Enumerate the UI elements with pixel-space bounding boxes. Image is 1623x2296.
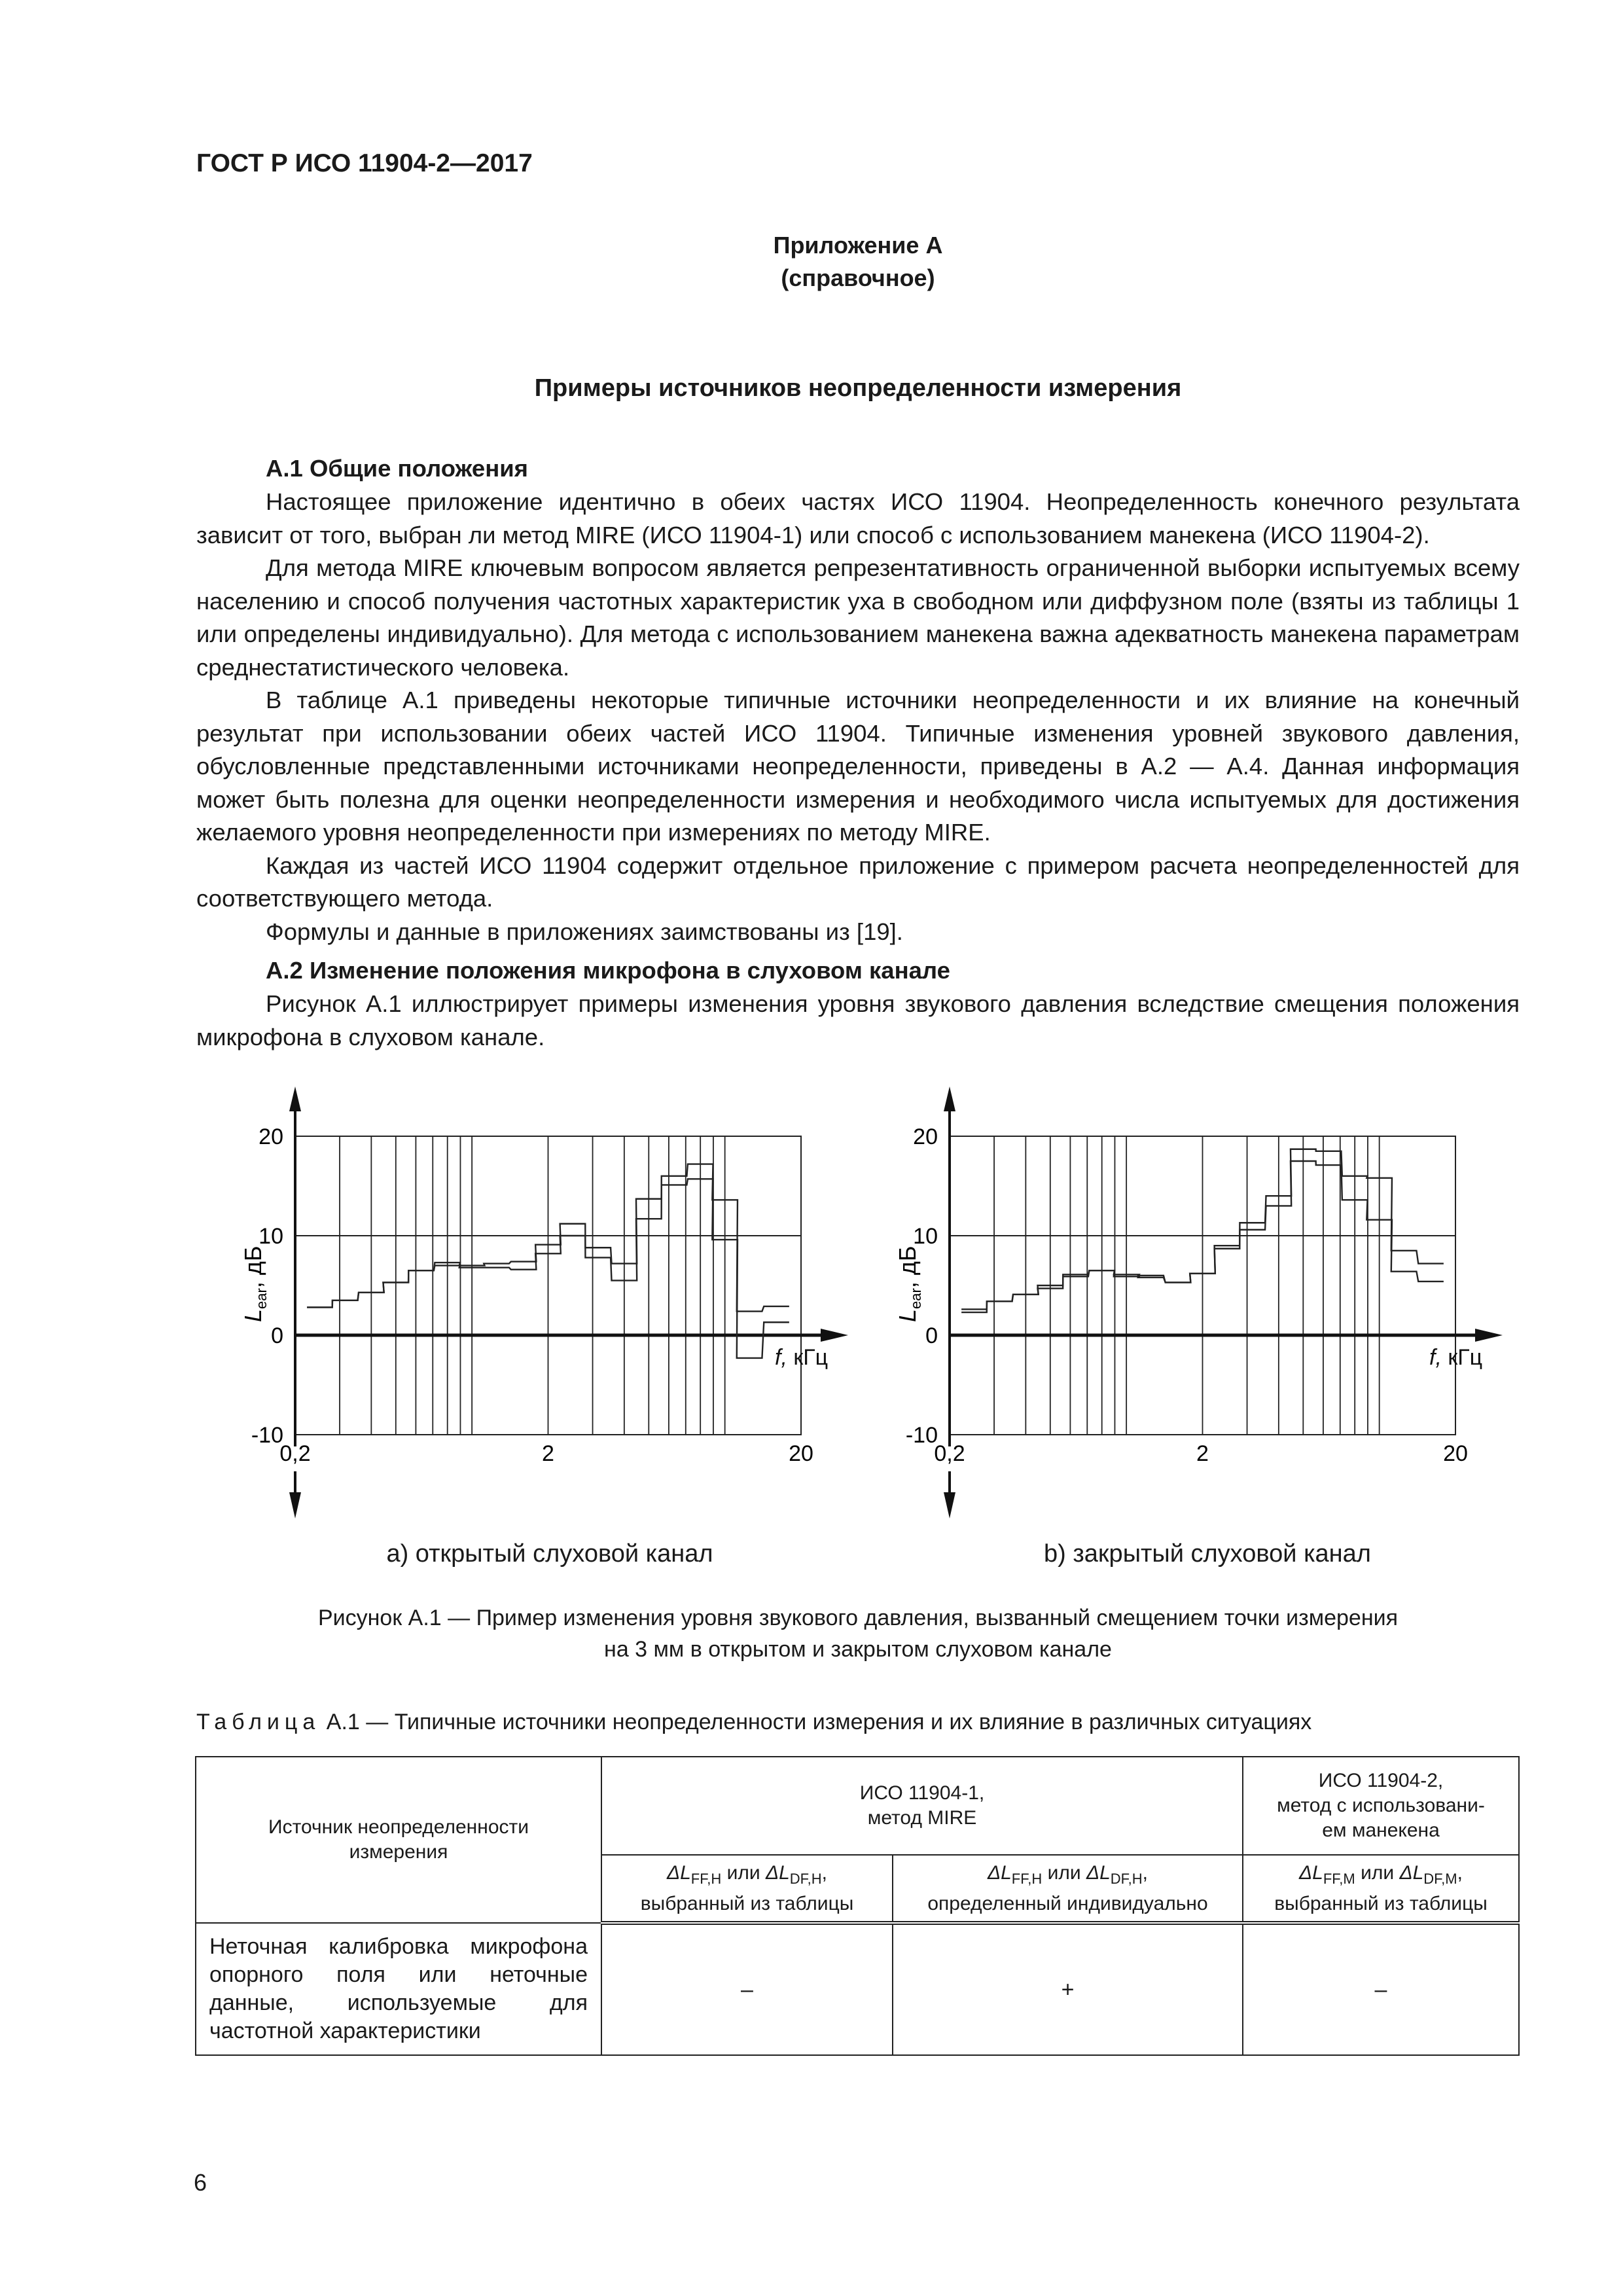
row-source: Неточная калибровка микрофона опорного поля или неточные данные, используемые для частотной характеристики	[196, 1923, 601, 2055]
chart-open-canal	[196, 1073, 851, 1545]
x-axis-arrow-icon	[821, 1329, 848, 1342]
y-axis-label: $L_{ear}$, дБ	[240, 1246, 270, 1322]
y-axis-down-arrow-icon	[944, 1492, 955, 1518]
header-iso2	[1243, 1757, 1519, 1855]
chart-a-caption: a) открытый слуховой канал	[386, 1540, 713, 1568]
chart-closed-canal	[851, 1073, 1505, 1545]
or: или	[1042, 1861, 1086, 1884]
document-header: ГОСТ Р ИСО 11904-2—2017	[196, 149, 533, 177]
table-title	[196, 1710, 1311, 1735]
figure-caption-line: на 3 мм в открытом и закрытом слуховом канале	[604, 1637, 1112, 1662]
paragraph: Настоящее приложение идентично в обеих частях ИСО 11904. Неопределенность конечного результата зависит от того, выбран ли метод MIRE (ИСО 11904-1) или способ с использованием манекена (ИСО 11904-2).	[196, 488, 1520, 548]
delta-l: ΔL	[987, 1861, 1012, 1884]
y-tick-label: 10	[913, 1224, 938, 1249]
y-tick-label: 0	[925, 1323, 938, 1348]
row-value: +	[893, 1923, 1243, 2055]
comma: ,	[1142, 1861, 1148, 1884]
subheader-text: выбранный из таблицы	[640, 1892, 854, 1914]
y-tick-label: 10	[259, 1224, 283, 1249]
row-value: –	[601, 1923, 893, 2055]
delta-l: ΔL	[765, 1861, 790, 1884]
table-title-prefix: Таблица	[196, 1710, 321, 1734]
header-iso1	[601, 1757, 1243, 1855]
x-tick-label: 20	[789, 1441, 813, 1466]
y-tick-label: -10	[905, 1423, 938, 1448]
figure-caption-line: Рисунок А.1 — Пример изменения уровня звукового давления, вызванный смещением точки измерения	[317, 1605, 1399, 1630]
or: или	[721, 1861, 766, 1884]
section-heading: А.1 Общие положения	[266, 455, 528, 482]
section-a1	[196, 452, 1520, 1054]
subscript: FF,H	[1011, 1870, 1043, 1887]
uncertainty-table	[195, 1756, 1520, 2056]
subscript: DF,M	[1423, 1870, 1457, 1887]
header-text: ем манекена	[1322, 1820, 1440, 1841]
delta-l: ΔL	[1086, 1861, 1111, 1884]
annex-label: Приложение А	[773, 232, 943, 259]
subheader-1	[601, 1855, 893, 1923]
annex-title: Примеры источников неопределенности измерения	[534, 374, 1182, 402]
subheader-text: выбранный из таблицы	[1274, 1892, 1488, 1914]
y-axis-up-arrow-icon	[289, 1086, 301, 1111]
figure-caption	[196, 1602, 1520, 1665]
subscript: FF,M	[1323, 1870, 1355, 1887]
subscript: DF,H	[1110, 1870, 1143, 1887]
chart-b-caption: b) закрытый слуховой канал	[1044, 1540, 1371, 1568]
annex-type: (справочное)	[781, 264, 935, 291]
subscript: DF,H	[789, 1870, 822, 1887]
y-tick-label: 20	[259, 1124, 283, 1149]
y-axis-down-arrow-icon	[289, 1492, 301, 1518]
table-row	[196, 1923, 1519, 2055]
header-text: метод с использовани-	[1277, 1795, 1485, 1816]
section-heading: А.2 Изменение положения микрофона в слуховом канале	[266, 957, 950, 984]
annex-heading	[196, 229, 1520, 295]
subscript: FF,H	[690, 1870, 722, 1887]
x-tick-label: 2	[542, 1441, 554, 1466]
delta-l: ΔL	[1299, 1861, 1323, 1884]
header-source-text: Источник неопределенности измерения	[268, 1816, 529, 1863]
subheader-2	[893, 1855, 1243, 1923]
table-title-text: А.1 — Типичные источники неопределенности измерения и их влияние в различных ситуациях	[326, 1710, 1312, 1734]
delta-l: ΔL	[1399, 1861, 1424, 1884]
chart-a-x-axis-label: f, кГц	[775, 1345, 829, 1370]
paragraph: Рисунок А.1 иллюстрирует примеры изменения уровня звукового давления вследствие смещения положения микрофона в слуховом канале.	[196, 990, 1520, 1050]
x-tick-label: 20	[1443, 1441, 1468, 1466]
page-number: 6	[194, 2169, 207, 2196]
x-tick-label: 0,2	[934, 1441, 965, 1466]
header-source	[196, 1757, 601, 1923]
chart-b-x-axis-label: f, кГц	[1429, 1345, 1483, 1370]
paragraph: Формулы и данные в приложениях заимствованы из [19].	[266, 918, 903, 945]
y-tick-label: 20	[913, 1124, 938, 1149]
subheader-text: определенный индивидуально	[927, 1892, 1208, 1914]
comma: ,	[821, 1861, 827, 1884]
x-tick-label: 2	[1196, 1441, 1209, 1466]
x-axis-arrow-icon	[1475, 1329, 1503, 1342]
or: или	[1355, 1861, 1400, 1884]
row-value: –	[1243, 1923, 1519, 2055]
paragraph: В таблице А.1 приведены некоторые типичные источники неопределенности и их влияние на конечный результат при использовании обеих частей ИСО 11904. Типичные изменения уровней звукового давления, обусловленные представленными источниками неопределенности, приведены в А.2 — А.4. Данная информация может быть полезна для оценки неопределенности измерения и необходимого числа испытуемых для достижения желаемого уровня неопределенности при измерениях по методу MIRE.	[196, 687, 1520, 846]
comma: ,	[1457, 1861, 1463, 1884]
y-tick-label: 0	[271, 1323, 283, 1348]
paragraph: Каждая из частей ИСО 11904 содержит отдельное приложение с примером расчета неопределенностей для соответствующего метода.	[196, 852, 1520, 912]
y-tick-label: -10	[251, 1423, 283, 1448]
subheader-3	[1243, 1855, 1519, 1923]
y-axis-up-arrow-icon	[944, 1086, 955, 1111]
header-text: ИСО 11904-1,	[859, 1782, 985, 1804]
header-text: ИСО 11904-2,	[1318, 1770, 1444, 1791]
delta-l: ΔL	[666, 1861, 691, 1884]
header-text: метод MIRE	[867, 1807, 977, 1829]
x-tick-label: 0,2	[279, 1441, 311, 1466]
paragraph: Для метода MIRE ключевым вопросом является репрезентативность ограниченной выборки испытуемых всему населению и способ получения частотных характеристик уха в свободном или диффузном поле (взяты из таблицы 1 или определены индивидуально). Для метода с использованием манекена важна адекватность манекена параметрам среднестатистического человека.	[196, 554, 1520, 681]
y-axis-label: $L_{ear}$, дБ	[894, 1246, 924, 1322]
